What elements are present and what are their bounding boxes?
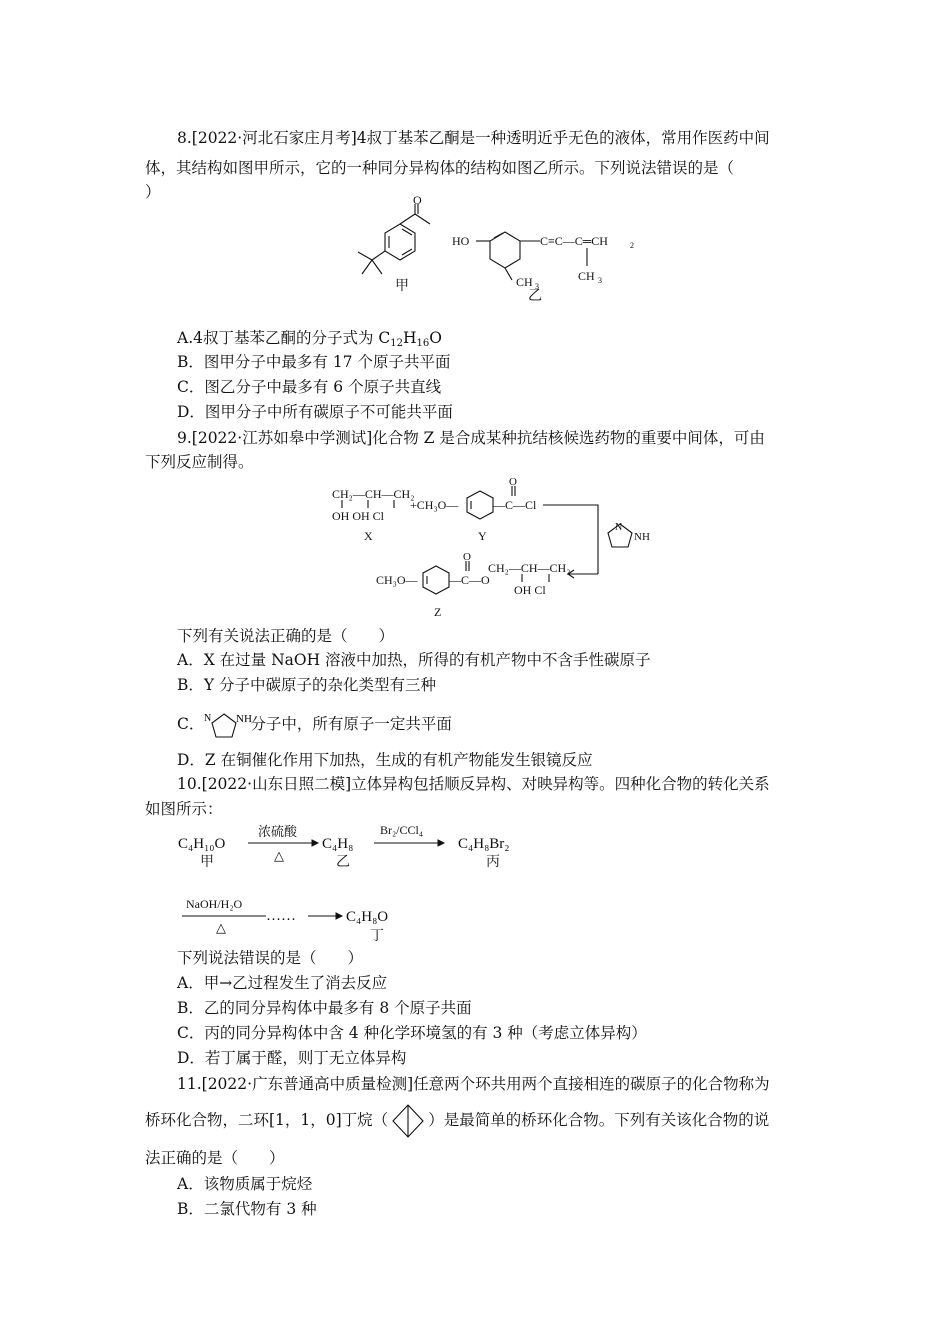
q10-jia-formula: C₄H₁₀O bbox=[178, 836, 226, 852]
q9-reaction-figure bbox=[328, 474, 658, 624]
q10-ding-formula: C₄H₈O bbox=[346, 909, 389, 925]
q9-x-bottom: OH OH Cl bbox=[332, 509, 385, 523]
q11-line3: 法正确的是（ ） bbox=[145, 1149, 285, 1167]
q9-x-top: CH₂—CH—CH₂ bbox=[332, 487, 415, 501]
svg-text:N: N bbox=[204, 713, 212, 724]
q9-z-top: CH₂—CH—CH₂ bbox=[488, 561, 571, 575]
q10-conversion-figure bbox=[176, 820, 556, 946]
q10-arrow2-top: Br₂/CCl₄ bbox=[380, 823, 424, 837]
svg-text:2: 2 bbox=[630, 241, 634, 250]
q9-z-head: CH₃O— bbox=[376, 573, 418, 587]
q10-bing-formula: C₄H₈Br₂ bbox=[458, 836, 510, 852]
q8-ch3-a: CH bbox=[516, 275, 533, 289]
q9-plus-ch3o: +CH₃O— bbox=[410, 498, 459, 512]
q11-option-a: A．该物质属于烷烃 bbox=[177, 1175, 313, 1193]
q11-option-b: B．二氯代物有 3 种 bbox=[177, 1200, 317, 1218]
q9-option-c: C． N NH 分子中，所有原子一定共平面 bbox=[177, 704, 837, 744]
q8-ho-label: HO bbox=[452, 234, 470, 248]
q10-dots: …… bbox=[266, 908, 296, 924]
q8-line3: ） bbox=[145, 183, 161, 201]
q8-structure-figure bbox=[340, 193, 640, 304]
q9-z-mid: —C—O bbox=[449, 573, 490, 587]
q9-z-label: Z bbox=[434, 605, 442, 619]
q9-x-label: X bbox=[364, 529, 373, 543]
q8-o-label: O bbox=[413, 193, 422, 207]
q8-ch3-b: CH bbox=[578, 269, 595, 283]
q8-jia-label: 甲 bbox=[395, 279, 409, 294]
q9-y-tail: —C—Cl bbox=[493, 498, 537, 512]
q9-z-o: O bbox=[463, 551, 471, 563]
q9-line2: 下列反应制得。 bbox=[145, 453, 254, 471]
svg-text:NH: NH bbox=[236, 713, 253, 725]
q10-yi-formula: C₄H₈ bbox=[322, 836, 354, 852]
q10-arrow1-top: 浓硫酸 bbox=[258, 824, 298, 839]
q9-imid-nh: NH bbox=[634, 531, 650, 543]
q9-y-o: O bbox=[509, 476, 517, 488]
q8-option-c: C．图乙分子中最多有 6 个原子共直线 bbox=[177, 378, 442, 396]
q10-bing-label: 丙 bbox=[486, 855, 500, 870]
q8-line2: 体，其结构如图甲所示，它的一种同分异构体的结构如图乙所示。下列说法错误的是（ bbox=[145, 159, 735, 177]
q10-arrow3-bottom: △ bbox=[216, 920, 226, 935]
q9-y-label: Y bbox=[478, 529, 487, 543]
imidazole-inline-icon bbox=[204, 708, 253, 742]
q9-option-d: D．Z 在铜催化作用下加热，生成的有机产物能发生银镜反应 bbox=[177, 751, 593, 769]
q8-line1: 8.[2022·河北石家庄月考]4叔丁基苯乙酮是一种透明近乎无色的液体，常用作医药中间 bbox=[177, 129, 770, 147]
q8-option-a: A.4叔丁基苯乙酮的分子式为 $C_{12}H_{16}O$ bbox=[177, 329, 442, 349]
q10-line1: 10.[2022·山东日照二模]立体异构包括顺反异构、对映异构等。四种化合物的转化关系 bbox=[177, 775, 770, 793]
q10-option-c: C．丙的同分异构体中含 4 种化学环境氢的有 3 种（考虑立体异构） bbox=[177, 1024, 647, 1042]
q8-chain-label: C≡C—C═CH bbox=[540, 234, 608, 248]
q10-yi-label: 乙 bbox=[336, 855, 350, 870]
q9-option-b: B．Y 分子中碳原子的杂化类型有三种 bbox=[177, 676, 437, 694]
q8-yi-label: 乙 bbox=[528, 289, 542, 304]
q9-line1: 9.[2022·江苏如皋中学测试]化合物 Z 是合成某种抗结核候选药物的重要中间体，可由 bbox=[177, 429, 765, 447]
q9-option-a: A．X 在过量 NaOH 溶液中加热，所得的有机产物中不含手性碳原子 bbox=[177, 651, 651, 669]
svg-text:3: 3 bbox=[535, 282, 539, 291]
q11-line2: 桥环化合物，二环[1，1，0]丁烷（ ）是最简单的桥环化合物。下列有关该化合物的说 bbox=[145, 1100, 805, 1140]
q10-option-a: A．甲→乙过程发生了消去反应 bbox=[177, 974, 388, 992]
q9-imid-n: N bbox=[615, 522, 623, 533]
q9-stem: 下列有关说法正确的是（ ） bbox=[177, 627, 395, 645]
q10-option-d: D．若丁属于醛，则丁无立体异构 bbox=[177, 1049, 407, 1067]
q10-line2: 如图所示： bbox=[145, 800, 223, 818]
q10-stem: 下列说法错误的是（ ） bbox=[177, 949, 364, 967]
q8-option-b: B．图甲分子中最多有 17 个原子共平面 bbox=[177, 353, 451, 371]
q10-arrow1-bottom: △ bbox=[274, 848, 284, 863]
q10-jia-label: 甲 bbox=[200, 855, 214, 870]
q10-option-b: B．乙的同分异构体中最多有 8 个原子共面 bbox=[177, 999, 472, 1017]
q10-arrow3-top: NaOH/H₂O bbox=[186, 897, 243, 911]
bicyclobutane-icon bbox=[388, 1102, 428, 1140]
q10-ding-label: 丁 bbox=[370, 929, 384, 944]
q9-z-bottom: OH Cl bbox=[514, 583, 546, 597]
svg-text:3: 3 bbox=[598, 276, 602, 285]
q8-option-d: D．图甲分子中所有碳原子不可能共平面 bbox=[177, 403, 453, 421]
q11-line1: 11.[2022·广东普通高中质量检测]任意两个环共用两个直接相连的碳原子的化合物称为 bbox=[177, 1075, 770, 1093]
